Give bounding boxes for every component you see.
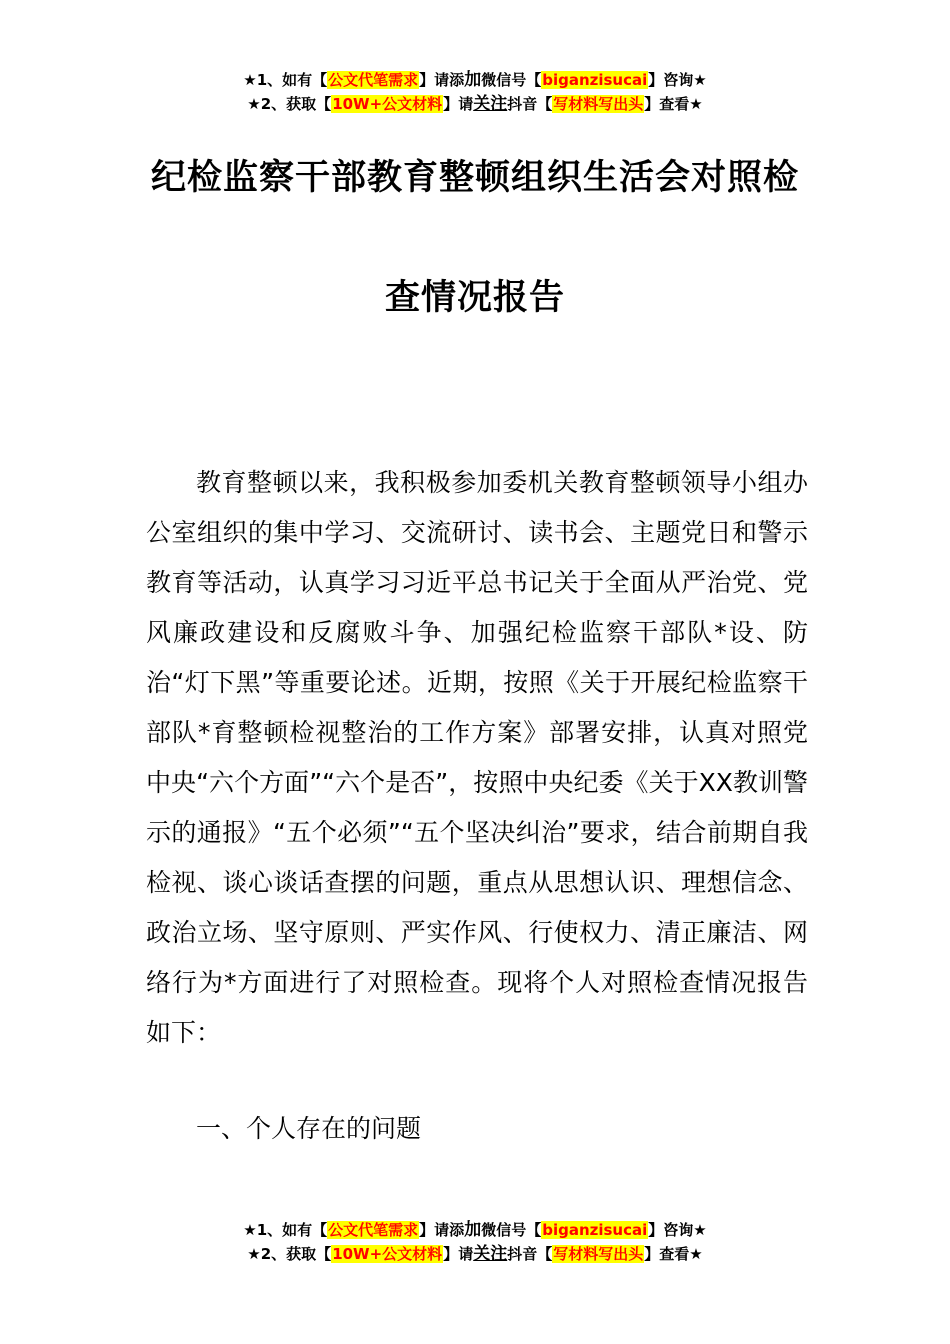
banner-text: 抖音【	[507, 1245, 553, 1263]
banner-text: 抖音【	[507, 95, 553, 113]
banner-highlight: 公文代笔需求	[328, 1221, 419, 1239]
banner-text: 】请添	[419, 1221, 465, 1239]
banner-text: 】请	[443, 95, 474, 113]
document-title-line-2: 查情况报告	[384, 278, 565, 318]
banner-highlight: 公文代笔需求	[328, 71, 419, 89]
document-title-line-1: 纪检监察干部教育整顿组织生活会对照检	[150, 158, 799, 198]
banner-text: 】查看★	[644, 1245, 703, 1263]
banner-text: ★1、如有【	[243, 71, 328, 89]
banner-highlight: 10W+公文材料	[332, 95, 443, 113]
bottom-banner	[0, 1218, 950, 1266]
banner-line-2	[0, 1242, 950, 1266]
banner-text: 加	[464, 70, 482, 90]
banner-douyin-id: 写材料写出头	[553, 1245, 644, 1263]
banner-douyin-id: 写材料写出头	[553, 95, 644, 113]
banner-text: ★2、获取【	[247, 1245, 332, 1263]
banner-line-1	[0, 1218, 950, 1242]
body-paragraph: 教育整顿以来，我积极参加委机关教育整顿领导小组办公室组织的集中学习、交流研讨、读书会、主题党日和警示教育等活动，认真学习习近平总书记关于全面从严治党、党风廉政建设和反腐败斗争、加强纪检监察干部队*设、防治“灯下黑”等重要论述。近期，按照《关于开展纪检监察干部队*育整顿检视整治的工作方案》部署安排，认真对照党中央“六个方面”“六个是否”，按照中央纪委《关于XX教训警示的通报》“五个必须”“五个坚决纠治”要求，结合前期自我检视、谈心谈话查摆的问题，重点从思想认识、理想信念、政治立场、坚守原则、严实作风、行使权力、清正廉洁、网络行为*方面进行了对照检查。现将个人对照检查情况报告如下：	[146, 468, 808, 1047]
banner-text: 微信号【	[481, 71, 542, 89]
banner-text: 】请添	[419, 71, 465, 89]
banner-text: ★2、获取【	[247, 95, 332, 113]
banner-text: 】咨询★	[648, 1221, 707, 1239]
top-banner	[0, 68, 950, 116]
banner-wechat-id: biganzisucai	[542, 1221, 648, 1239]
banner-highlight: 10W+公文材料	[332, 1245, 443, 1263]
banner-text: 关注	[473, 94, 508, 114]
banner-text: 】咨询★	[648, 71, 707, 89]
banner-text: 关注	[473, 1244, 508, 1264]
banner-text: 加	[464, 1220, 482, 1240]
banner-text: ★1、如有【	[243, 1221, 328, 1239]
banner-line-1	[0, 68, 950, 92]
section-heading: 一、个人存在的问题	[196, 1114, 422, 1143]
banner-wechat-id: biganzisucai	[542, 71, 648, 89]
banner-text: 】请	[443, 1245, 474, 1263]
banner-text: 】查看★	[644, 95, 703, 113]
banner-line-2	[0, 92, 950, 116]
banner-text: 微信号【	[481, 1221, 542, 1239]
